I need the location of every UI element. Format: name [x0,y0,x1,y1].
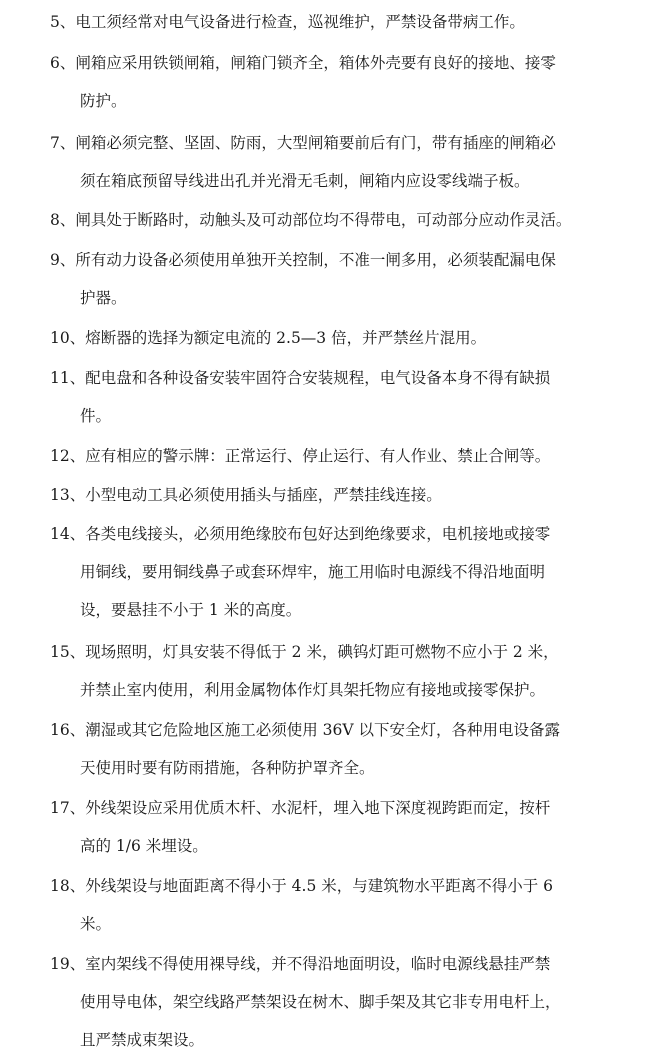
rule-18-cont [80,914,111,934]
rule-16 [50,720,560,740]
rule-text-line: 室内架线不得使用裸导线，并不得沿地面明设，临时电源线悬挂严禁 [85,955,551,973]
rule-text-line: 现场照明，灯具安装不得低于 2 米，碘钨灯距可燃物不应小于 2 米， [85,643,559,661]
rule-number: 8、 [50,211,76,229]
rule-number: 19、 [50,955,86,973]
rule-10 [50,328,486,348]
rule-number: 17、 [50,799,86,817]
rule-12 [50,446,550,466]
rule-text-line: 高的 1/6 米埋设。 [80,837,208,855]
rule-text-line: 各类电线接头，必须用绝缘胶布包好达到绝缘要求，电机接地或接零 [85,525,551,543]
rule-number: 7、 [50,134,76,152]
rule-text-line: 应有相应的警示牌：正常运行、停止运行、有人作业、禁止合闸等。 [85,447,551,465]
rule-text-line: 闸具处于断路时，动触头及可动部位均不得带电，可动部分应动作灵活。 [75,211,572,229]
rule-18 [50,876,553,896]
rule-17 [50,798,550,818]
rule-text-line: 件。 [80,407,112,425]
rule-9 [50,250,556,270]
rule-text-line: 使用导电体，架空线路严禁架设在树木、脚手架及其它非专用电杆上， [80,993,561,1011]
rule-text-line: 闸箱应采用铁锁闸箱，闸箱门锁齐全，箱体外壳要有良好的接地、接零 [75,54,556,72]
rule-text-line: 并禁止室内使用，利用金属物体作灯具架托物应有接地或接零保护。 [80,681,546,699]
rule-text-line: 小型电动工具必须使用插头与插座，严禁挂线连接。 [85,486,442,504]
rule-text-line: 闸箱必须完整、坚固、防雨，大型闸箱要前后有门，带有插座的闸箱必 [75,134,556,152]
rule-text-line: 配电盘和各种设备安装牢固符合安装规程，电气设备本身不得有缺损 [85,369,551,387]
rule-6 [50,53,556,73]
rule-text-line: 米。 [80,915,112,933]
rule-text-line: 设，要悬挂不小于 1 米的高度。 [80,601,302,619]
rule-6-cont [80,91,127,111]
rule-15 [50,642,559,662]
rule-number: 15、 [50,643,86,661]
rule-14-cont [80,600,301,620]
rule-text-line: 天使用时要有防雨措施，各种防护罩齐全。 [80,759,375,777]
rule-11-cont [80,406,111,426]
rule-text-line: 外线架设应采用优质木杆、水泥杆，埋入地下深度视跨距而定，按杆 [85,799,551,817]
rule-number: 10、 [50,329,86,347]
rule-19-cont [80,992,561,1012]
rule-9-cont [80,288,127,308]
rule-number: 13、 [50,486,86,504]
rule-19-cont [80,1030,204,1050]
rule-14 [50,524,550,544]
rule-19 [50,954,550,974]
rule-14-cont [80,562,545,582]
rule-text-line: 须在箱底预留导线进出孔并光滑无毛刺，闸箱内应设零线端子板。 [80,172,530,190]
rule-text-line: 用铜线，要用铜线鼻子或套环焊牢，施工用临时电源线不得沿地面明 [80,563,546,581]
rule-text-line: 防护。 [80,92,127,110]
rule-15-cont [80,680,545,700]
rule-text-line: 外线架设与地面距离不得小于 4.5 米，与建筑物水平距离不得小于 6 [85,877,554,895]
rule-number: 6、 [50,54,76,72]
rule-7-cont [80,171,530,191]
rule-number: 12、 [50,447,86,465]
rule-number: 14、 [50,525,86,543]
rule-number: 11、 [50,369,86,387]
rule-text-line: 所有动力设备必须使用单独开关控制，不准一闸多用，必须装配漏电保 [75,251,556,269]
rule-number: 9、 [50,251,76,269]
rule-17-cont [80,836,208,856]
rule-text-line: 电工须经常对电气设备进行检查，巡视维护，严禁设备带病工作。 [75,13,525,31]
rule-7 [50,133,556,153]
rule-text-line: 熔断器的选择为额定电流的 2.5—3 倍，并严禁丝片混用。 [85,329,487,347]
rule-text-line: 护器。 [80,289,127,307]
rule-13 [50,485,442,505]
rule-text-line: 且严禁成束架设。 [80,1031,205,1049]
rule-number: 5、 [50,13,76,31]
rule-16-cont [80,758,375,778]
rule-number: 18、 [50,877,86,895]
rule-text-line: 潮湿或其它危险地区施工必须使用 36V 以下安全灯，各种用电设备露 [85,721,561,739]
rule-8 [50,210,571,230]
rule-5 [50,12,525,32]
rule-11 [50,368,550,388]
rule-number: 16、 [50,721,86,739]
